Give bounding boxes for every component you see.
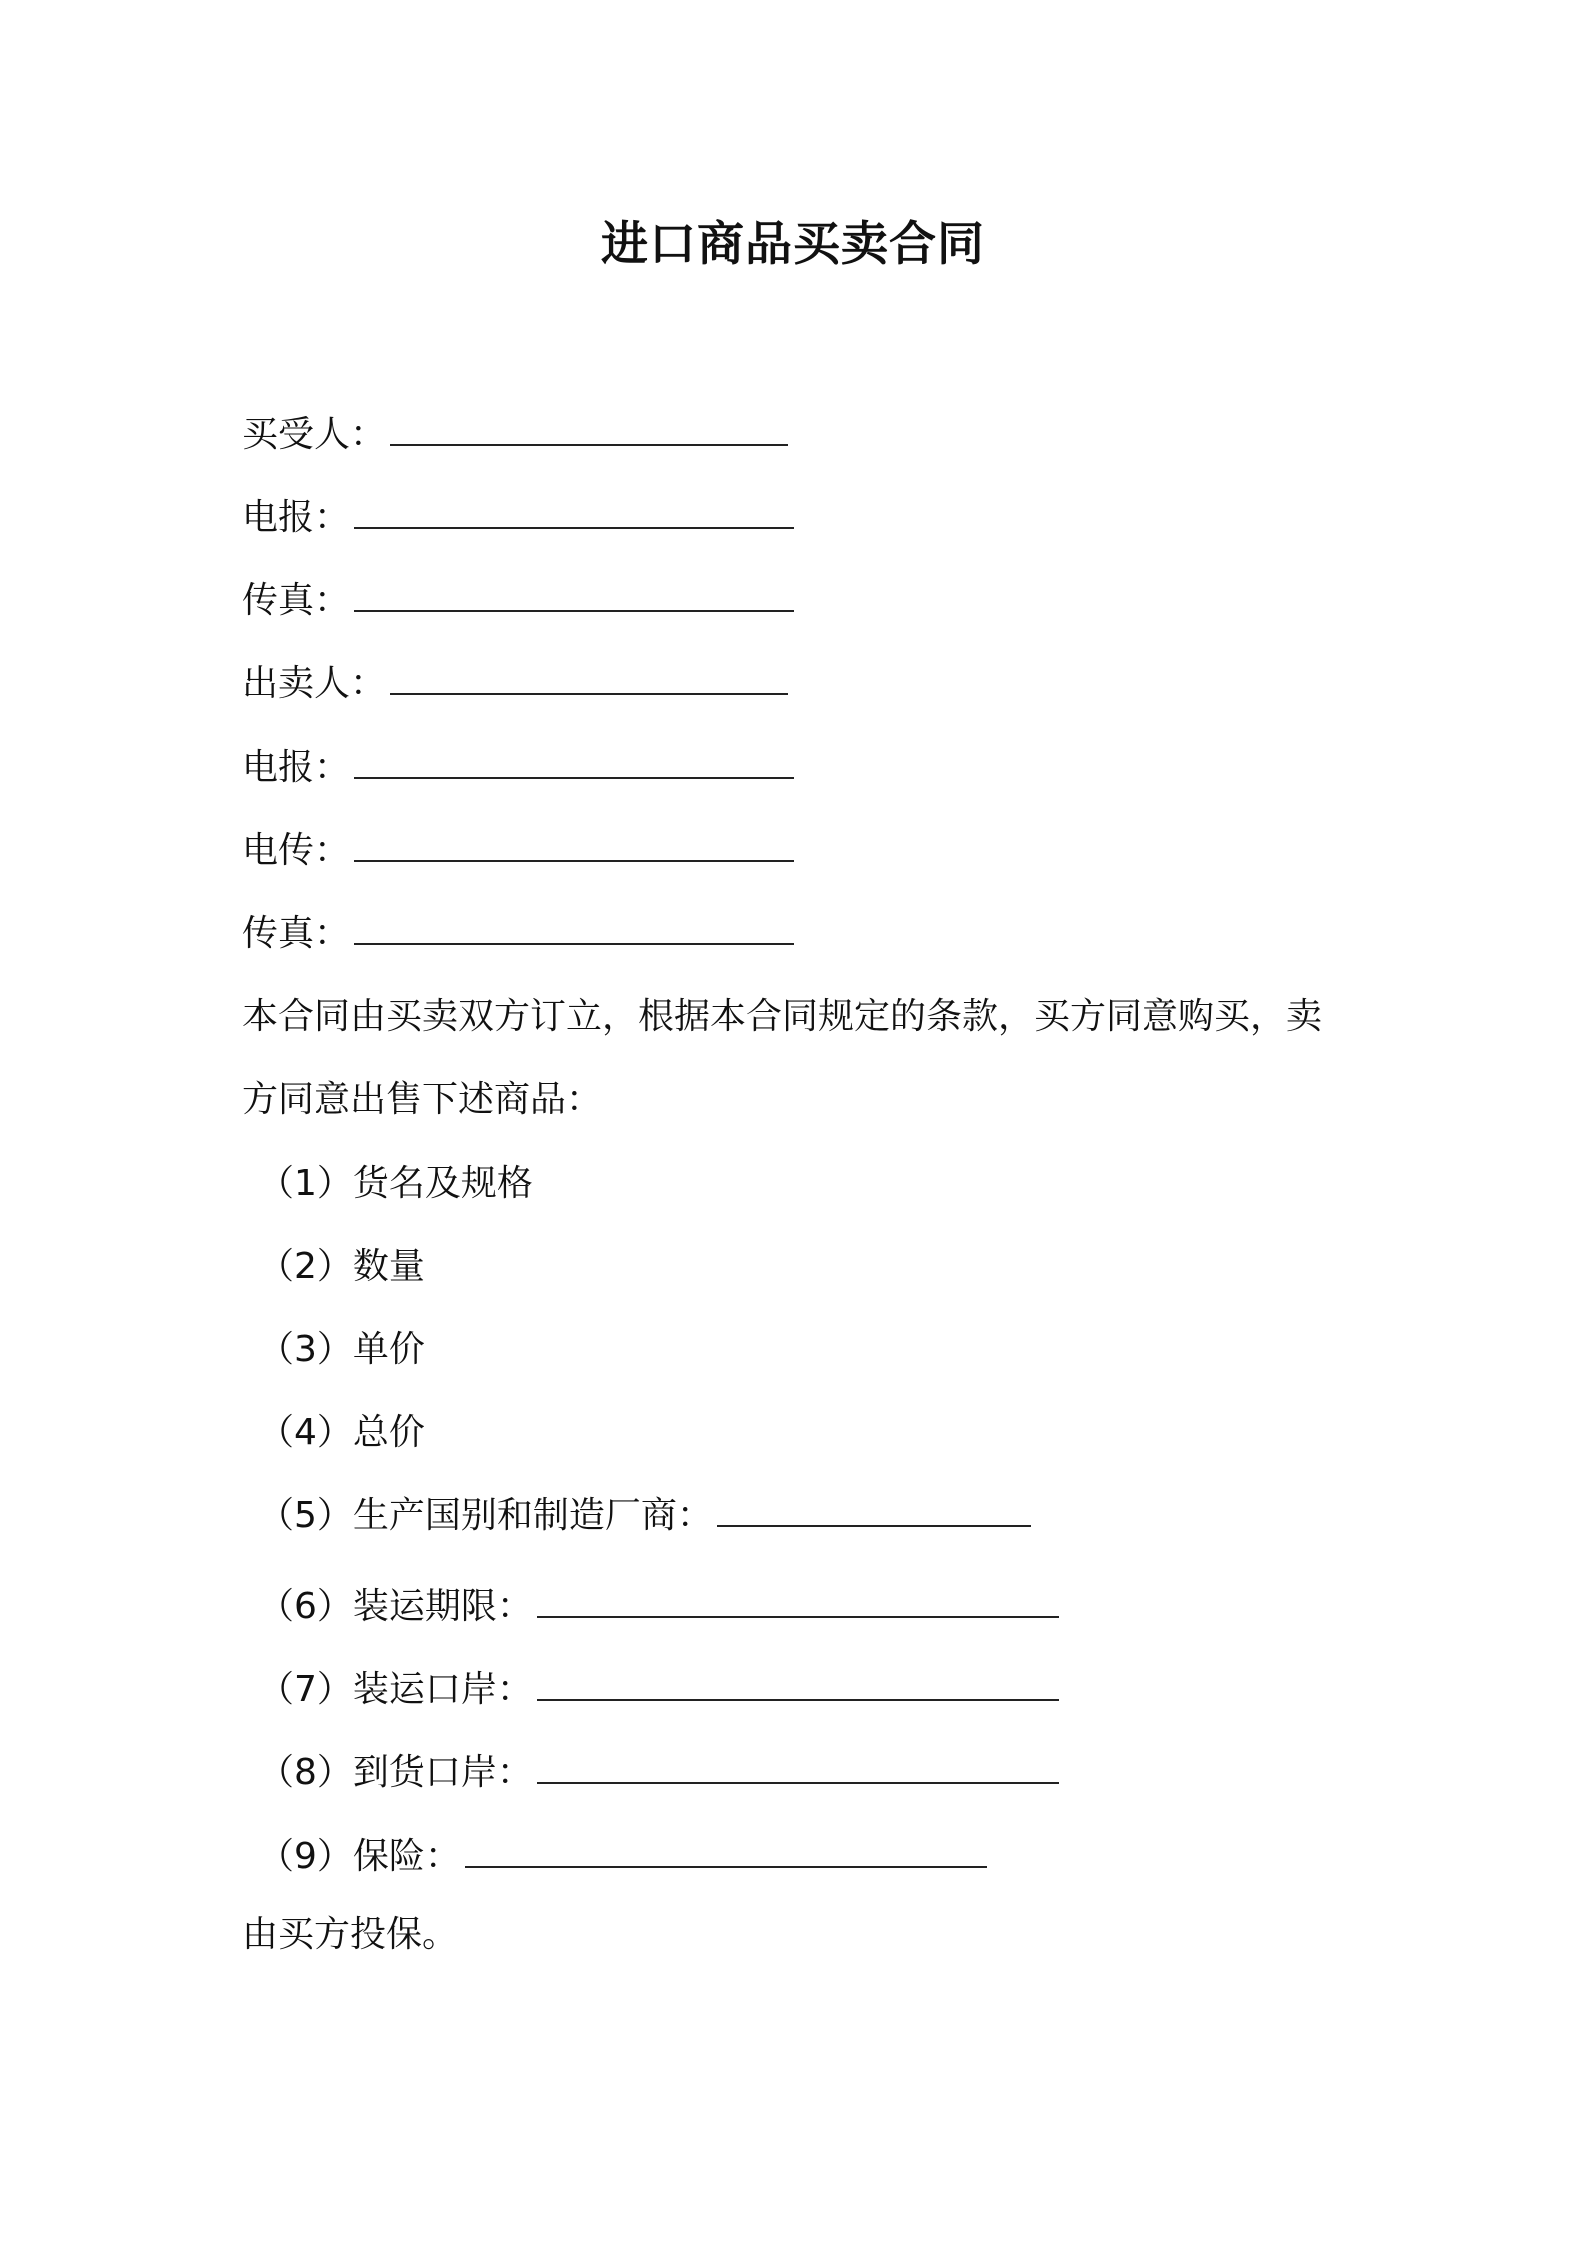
seller-fax-field[interactable]: [354, 921, 794, 945]
buyer-fax-label: 传真：: [242, 580, 351, 621]
intro-line-2: 方同意出售下述商品：: [242, 1079, 603, 1120]
seller-teletype-field[interactable]: [354, 838, 794, 862]
buyer-telegraph-label: 电报：: [242, 497, 351, 538]
item-quantity: [258, 1242, 425, 1292]
item-total-price: [258, 1408, 425, 1458]
insurance-field[interactable]: [465, 1844, 987, 1868]
item-origin-manufacturer: [258, 1491, 1031, 1541]
buyer-fax-field[interactable]: [354, 588, 794, 612]
buyer-telegraph-row: [242, 493, 794, 543]
item-label: （1）货名及规格: [258, 1163, 533, 1204]
buyer-telegraph-field[interactable]: [354, 505, 794, 529]
shipment-period-field[interactable]: [537, 1594, 1059, 1618]
item-label: （3）单价: [258, 1329, 425, 1370]
seller-teletype-row: [242, 826, 794, 876]
seller-telegraph-field[interactable]: [354, 755, 794, 779]
origin-manufacturer-field[interactable]: [717, 1503, 1031, 1527]
item-label: （9）保险：: [258, 1836, 461, 1877]
item-unit-price: [258, 1325, 425, 1375]
seller-teletype-label: 电传：: [242, 830, 351, 871]
item-label: （4）总价: [258, 1412, 425, 1453]
item-label: （6）装运期限：: [258, 1586, 533, 1627]
seller-fax-label: 传真：: [242, 913, 351, 954]
buyer-name-label: 买受人：: [242, 414, 387, 455]
insurance-note: 由买方投保。: [242, 1914, 459, 1955]
intro-line-1: 本合同由买卖双方订立，根据本合同规定的条款，买方同意购买，卖: [242, 996, 1323, 1037]
seller-telegraph-label: 电报：: [242, 747, 351, 788]
buyer-name-row: [242, 410, 788, 460]
loading-port-field[interactable]: [537, 1677, 1059, 1701]
item-label: （2）数量: [258, 1246, 425, 1287]
item-label: （8）到货口岸：: [258, 1752, 533, 1793]
item-label: （5）生产国别和制造厂商：: [258, 1495, 713, 1536]
seller-telegraph-row: [242, 743, 794, 793]
seller-name-label: 出卖人：: [242, 663, 387, 704]
seller-name-row: [242, 659, 788, 709]
seller-fax-row: [242, 909, 794, 959]
item-shipment-period: [258, 1582, 1059, 1632]
document-title: 进口商品买卖合同: [601, 217, 985, 272]
seller-name-field[interactable]: [390, 671, 788, 695]
buyer-fax-row: [242, 576, 794, 626]
item-goods-spec: [258, 1159, 533, 1209]
buyer-name-field[interactable]: [390, 422, 788, 446]
item-loading-port: [258, 1665, 1059, 1715]
item-destination-port: [258, 1748, 1059, 1798]
item-label: （7）装运口岸：: [258, 1669, 533, 1710]
destination-port-field[interactable]: [537, 1760, 1059, 1784]
item-insurance: [258, 1832, 987, 1882]
